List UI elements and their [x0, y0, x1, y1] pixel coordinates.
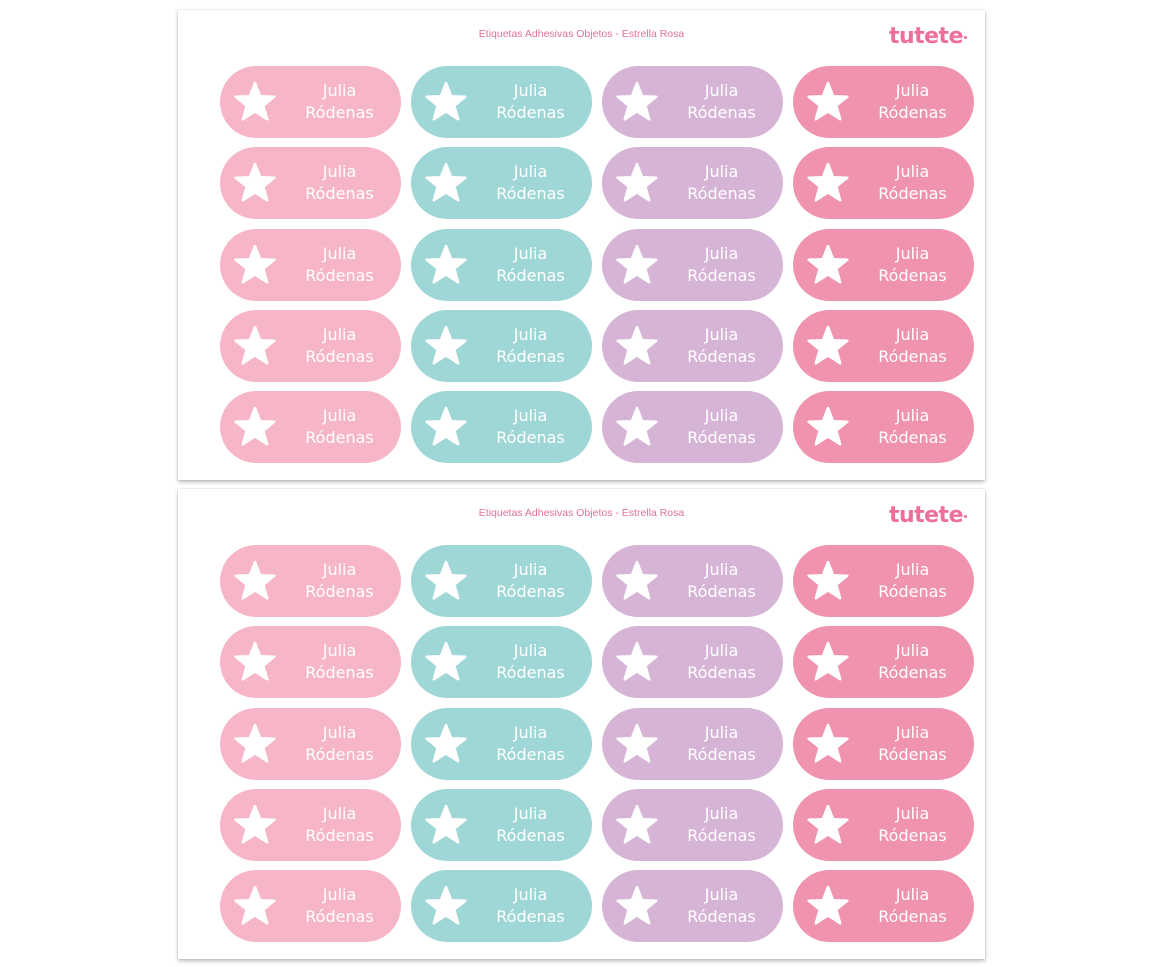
- name-label-pink: [220, 229, 401, 301]
- label-first-name: Julia: [895, 243, 930, 263]
- star-icon: [616, 244, 658, 286]
- brand-logo-text: tutete: [888, 24, 963, 49]
- label-name: [851, 324, 974, 368]
- label-name: [278, 324, 401, 368]
- label-first-name: Julia: [704, 162, 739, 182]
- label-name: [851, 640, 974, 684]
- label-last-name: Ródenas: [305, 907, 374, 927]
- star-icon: [234, 641, 276, 683]
- label-grid: [220, 545, 974, 942]
- label-name: [851, 161, 974, 205]
- label-last-name: Ródenas: [687, 663, 756, 683]
- label-first-name: Julia: [895, 560, 930, 579]
- label-last-name: Ródenas: [496, 825, 565, 845]
- label-first-name: Julia: [322, 560, 357, 579]
- name-label-teal: [411, 545, 592, 617]
- label-last-name: Ródenas: [305, 744, 374, 764]
- label-grid: [220, 66, 974, 463]
- label-last-name: Ródenas: [687, 582, 756, 601]
- label-first-name: Julia: [513, 722, 548, 742]
- name-label-lilac: [602, 391, 783, 463]
- label-name: [851, 803, 974, 847]
- label-name: [660, 640, 783, 684]
- name-label-lilac: [602, 310, 783, 382]
- label-first-name: Julia: [322, 885, 357, 905]
- label-last-name: Ródenas: [305, 265, 374, 285]
- label-name: [278, 161, 401, 205]
- star-icon: [425, 804, 467, 846]
- star-icon: [616, 804, 658, 846]
- star-icon: [807, 81, 849, 123]
- name-label-pink: [220, 391, 401, 463]
- label-name: [278, 405, 401, 449]
- label-sheet-1: [178, 10, 985, 480]
- label-last-name: Ródenas: [687, 744, 756, 764]
- name-label-pink: [220, 147, 401, 219]
- label-last-name: Ródenas: [496, 184, 565, 204]
- label-name: [660, 559, 783, 603]
- name-label-teal: [411, 870, 592, 942]
- label-first-name: Julia: [704, 406, 739, 426]
- name-label-lilac: [602, 147, 783, 219]
- sheet-title: Etiquetas Adhesivas Objetos - Estrella Rosa: [478, 28, 685, 40]
- label-name: [660, 803, 783, 847]
- name-label-rose: [793, 626, 974, 698]
- label-last-name: Ródenas: [496, 428, 565, 448]
- label-name: [469, 161, 592, 205]
- star-icon: [807, 804, 849, 846]
- name-label-teal: [411, 229, 592, 301]
- name-label-rose: [793, 310, 974, 382]
- label-first-name: Julia: [513, 885, 548, 905]
- label-name: [278, 243, 401, 287]
- name-label-teal: [411, 708, 592, 780]
- label-first-name: Julia: [322, 81, 357, 100]
- brand-logo: [889, 24, 967, 49]
- label-name: [278, 722, 401, 766]
- label-sheet-2: [178, 489, 985, 959]
- star-icon: [425, 406, 467, 448]
- label-last-name: Ródenas: [687, 825, 756, 845]
- label-first-name: Julia: [895, 162, 930, 182]
- star-icon: [425, 162, 467, 204]
- label-first-name: Julia: [704, 885, 739, 905]
- label-last-name: Ródenas: [878, 907, 947, 927]
- label-name: [469, 243, 592, 287]
- name-label-pink: [220, 870, 401, 942]
- star-icon: [807, 325, 849, 367]
- name-label-lilac: [602, 870, 783, 942]
- star-icon: [234, 244, 276, 286]
- label-first-name: Julia: [895, 81, 930, 100]
- label-name: [851, 243, 974, 287]
- star-icon: [425, 885, 467, 927]
- label-name: [851, 559, 974, 603]
- label-last-name: Ródenas: [305, 582, 374, 601]
- name-label-lilac: [602, 66, 783, 138]
- star-icon: [616, 723, 658, 765]
- star-icon: [616, 560, 658, 602]
- label-name: [278, 803, 401, 847]
- label-first-name: Julia: [322, 324, 357, 344]
- star-icon: [425, 244, 467, 286]
- name-label-teal: [411, 391, 592, 463]
- label-last-name: Ródenas: [878, 744, 947, 764]
- label-first-name: Julia: [322, 803, 357, 823]
- name-label-lilac: [602, 545, 783, 617]
- star-icon: [234, 81, 276, 123]
- label-last-name: Ródenas: [305, 184, 374, 204]
- label-name: [660, 80, 783, 124]
- label-last-name: Ródenas: [687, 346, 756, 366]
- brand-logo-text: tutete: [888, 503, 963, 528]
- label-first-name: Julia: [322, 722, 357, 742]
- name-label-pink: [220, 66, 401, 138]
- label-name: [278, 559, 401, 603]
- label-name: [660, 324, 783, 368]
- label-last-name: Ródenas: [878, 265, 947, 285]
- label-last-name: Ródenas: [878, 663, 947, 683]
- name-label-teal: [411, 310, 592, 382]
- label-first-name: Julia: [513, 641, 548, 661]
- label-name: [469, 405, 592, 449]
- label-name: [851, 884, 974, 928]
- name-label-lilac: [602, 229, 783, 301]
- label-name: [660, 722, 783, 766]
- star-icon: [234, 325, 276, 367]
- star-icon: [234, 723, 276, 765]
- star-icon: [616, 325, 658, 367]
- label-first-name: Julia: [513, 81, 548, 100]
- label-first-name: Julia: [704, 803, 739, 823]
- label-name: [660, 405, 783, 449]
- label-last-name: Ródenas: [496, 582, 565, 601]
- name-label-pink: [220, 545, 401, 617]
- label-first-name: Julia: [704, 243, 739, 263]
- label-first-name: Julia: [513, 162, 548, 182]
- name-label-teal: [411, 626, 592, 698]
- name-label-pink: [220, 626, 401, 698]
- star-icon: [234, 804, 276, 846]
- label-last-name: Ródenas: [878, 582, 947, 601]
- star-icon: [234, 560, 276, 602]
- star-icon: [234, 885, 276, 927]
- label-last-name: Ródenas: [496, 346, 565, 366]
- label-name: [469, 722, 592, 766]
- star-icon: [616, 162, 658, 204]
- label-last-name: Ródenas: [305, 663, 374, 683]
- label-first-name: Julia: [322, 162, 357, 182]
- name-label-rose: [793, 147, 974, 219]
- label-name: [851, 80, 974, 124]
- label-first-name: Julia: [704, 560, 739, 579]
- label-last-name: Ródenas: [305, 825, 374, 845]
- star-icon: [807, 244, 849, 286]
- star-icon: [807, 406, 849, 448]
- label-last-name: Ródenas: [687, 907, 756, 927]
- label-last-name: Ródenas: [496, 907, 565, 927]
- star-icon: [425, 81, 467, 123]
- name-label-teal: [411, 147, 592, 219]
- name-label-lilac: [602, 626, 783, 698]
- label-last-name: Ródenas: [496, 744, 565, 764]
- label-last-name: Ródenas: [496, 265, 565, 285]
- name-label-rose: [793, 789, 974, 861]
- name-label-lilac: [602, 789, 783, 861]
- name-label-rose: [793, 870, 974, 942]
- star-icon: [807, 162, 849, 204]
- name-label-rose: [793, 229, 974, 301]
- label-first-name: Julia: [704, 81, 739, 100]
- star-icon: [616, 885, 658, 927]
- label-first-name: Julia: [895, 885, 930, 905]
- name-label-teal: [411, 789, 592, 861]
- star-icon: [425, 723, 467, 765]
- label-last-name: Ródenas: [305, 428, 374, 448]
- name-label-teal: [411, 66, 592, 138]
- label-last-name: Ródenas: [878, 103, 947, 122]
- label-name: [278, 640, 401, 684]
- star-icon: [425, 560, 467, 602]
- label-last-name: Ródenas: [878, 346, 947, 366]
- label-first-name: Julia: [513, 406, 548, 426]
- name-label-rose: [793, 545, 974, 617]
- star-icon: [807, 885, 849, 927]
- label-first-name: Julia: [322, 243, 357, 263]
- label-name: [469, 640, 592, 684]
- star-icon: [616, 406, 658, 448]
- label-last-name: Ródenas: [687, 103, 756, 122]
- label-first-name: Julia: [704, 722, 739, 742]
- label-first-name: Julia: [322, 641, 357, 661]
- name-label-rose: [793, 708, 974, 780]
- star-icon: [234, 162, 276, 204]
- name-label-pink: [220, 789, 401, 861]
- label-first-name: Julia: [704, 641, 739, 661]
- label-last-name: Ródenas: [496, 103, 565, 122]
- label-first-name: Julia: [895, 803, 930, 823]
- label-first-name: Julia: [704, 324, 739, 344]
- label-last-name: Ródenas: [687, 428, 756, 448]
- star-icon: [425, 641, 467, 683]
- label-last-name: Ródenas: [878, 428, 947, 448]
- label-name: [660, 161, 783, 205]
- star-icon: [807, 641, 849, 683]
- label-name: [469, 884, 592, 928]
- label-name: [469, 559, 592, 603]
- label-last-name: Ródenas: [496, 663, 565, 683]
- brand-logo: [889, 503, 967, 528]
- label-first-name: Julia: [513, 560, 548, 579]
- label-last-name: Ródenas: [687, 265, 756, 285]
- label-name: [660, 884, 783, 928]
- label-name: [469, 80, 592, 124]
- star-icon: [234, 406, 276, 448]
- star-icon: [616, 641, 658, 683]
- label-name: [851, 722, 974, 766]
- label-last-name: Ródenas: [305, 103, 374, 122]
- star-icon: [807, 560, 849, 602]
- name-label-pink: [220, 310, 401, 382]
- name-label-lilac: [602, 708, 783, 780]
- label-name: [278, 80, 401, 124]
- label-first-name: Julia: [895, 406, 930, 426]
- star-icon: [807, 723, 849, 765]
- label-first-name: Julia: [895, 324, 930, 344]
- label-name: [660, 243, 783, 287]
- name-label-pink: [220, 708, 401, 780]
- label-first-name: Julia: [513, 324, 548, 344]
- star-icon: [616, 81, 658, 123]
- label-first-name: Julia: [513, 803, 548, 823]
- star-icon: [425, 325, 467, 367]
- name-label-rose: [793, 391, 974, 463]
- label-name: [278, 884, 401, 928]
- label-name: [851, 405, 974, 449]
- label-first-name: Julia: [322, 406, 357, 426]
- label-last-name: Ródenas: [878, 825, 947, 845]
- label-last-name: Ródenas: [687, 184, 756, 204]
- sheet-title: Etiquetas Adhesivas Objetos - Estrella Rosa: [478, 507, 685, 519]
- label-first-name: Julia: [513, 243, 548, 263]
- label-last-name: Ródenas: [305, 346, 374, 366]
- label-first-name: Julia: [895, 641, 930, 661]
- label-name: [469, 803, 592, 847]
- name-label-rose: [793, 66, 974, 138]
- label-first-name: Julia: [895, 722, 930, 742]
- label-last-name: Ródenas: [878, 184, 947, 204]
- label-name: [469, 324, 592, 368]
